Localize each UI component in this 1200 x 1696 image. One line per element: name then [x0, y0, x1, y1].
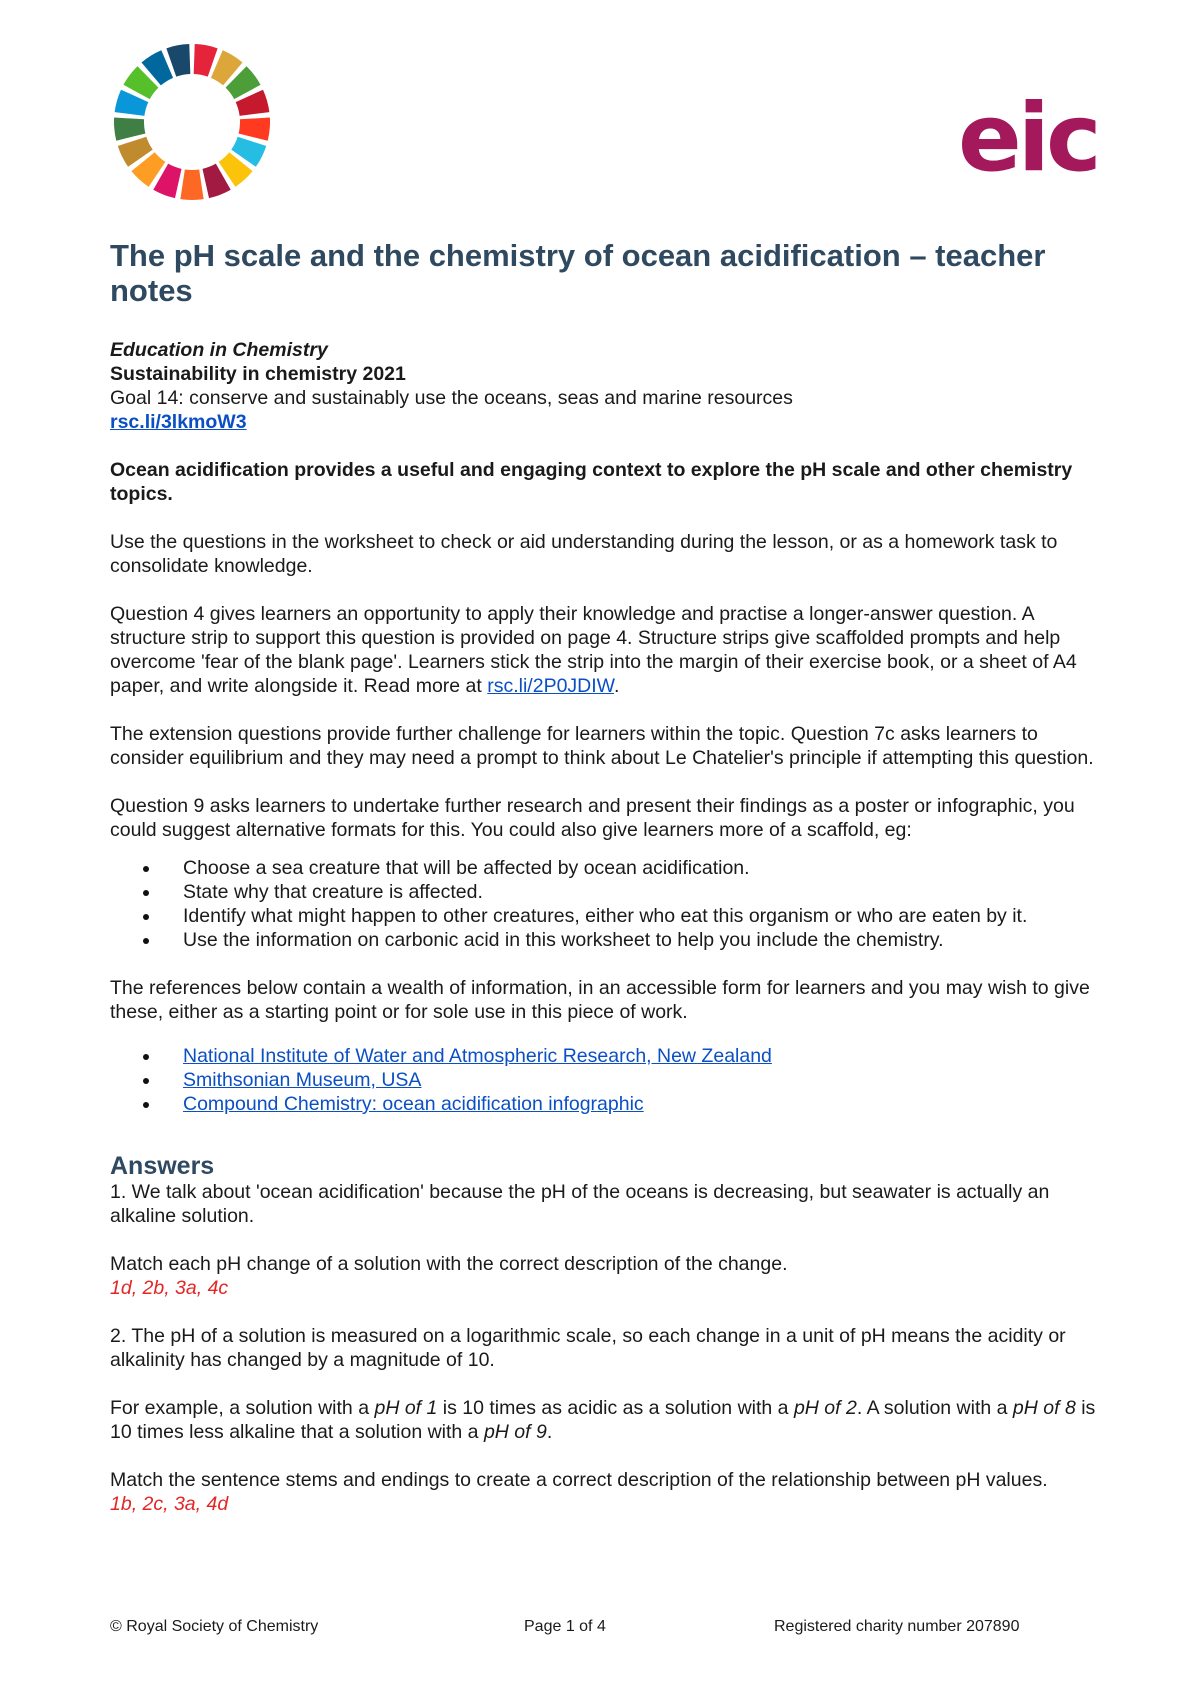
- example-text: is 10 times as acidic as a solution with a: [437, 1397, 794, 1419]
- list-item-text: State why that creature is affected.: [183, 881, 483, 903]
- eic-logo: eic: [958, 84, 1098, 193]
- bullet-icon: [143, 1054, 149, 1060]
- answer-q1-text: 1. We talk about 'ocean acidification' because the pH of the oceans is decreasing, but seawater is actually an alkaline solution.: [110, 1181, 1050, 1227]
- reference-link-niwa[interactable]: National Institute of Water and Atmospheric Research, New Zealand: [183, 1045, 772, 1067]
- list-item-text: Use the information on carbonic acid in this worksheet to help you include the chemistry.: [183, 929, 944, 951]
- sdg-wheel-logo: [110, 40, 274, 204]
- list-item: [110, 1068, 1100, 1092]
- reference-link-compound-chemistry[interactable]: Compound Chemistry: ocean acidification infographic: [183, 1093, 644, 1115]
- intro-paragraph-5: The references below contain a wealth of information, in an accessible form for learners and you may wish to give these, either as a starting point or for sole use in this piece of work.: [110, 977, 1090, 1023]
- bullet-icon: [143, 914, 149, 920]
- answer-q1-instruction: Match each pH change of a solution with the correct description of the change.: [110, 1253, 788, 1275]
- list-item: [110, 880, 1100, 904]
- footer-charity: Registered charity number 207890: [774, 1618, 1020, 1635]
- intro-paragraph-2: [110, 602, 1100, 698]
- intro-paragraph-4: Question 9 asks learners to undertake further research and present their findings as a poster or infographic, you could suggest alternative formats for this. You could also give learners more of a scaffold, eg:: [110, 795, 1075, 841]
- answer-q2-text: 2. The pH of a solution is measured on a logarithmic scale, so each change in a unit of pH means the acidity or alkalinity has changed by a magnitude of 10.: [110, 1325, 1066, 1371]
- structure-strip-link[interactable]: rsc.li/2P0JDIW: [487, 675, 615, 697]
- meta-goal: Goal 14: conserve and sustainably use the oceans, seas and marine resources: [110, 387, 793, 409]
- list-item-text: Identify what might happen to other creatures, either who eat this organism or who are eaten by it.: [183, 905, 1028, 927]
- answer-q2-example: [110, 1396, 1100, 1444]
- footer-page-number: Page 1 of 4: [524, 1618, 606, 1635]
- p2-end: .: [614, 675, 620, 697]
- answer-q1-solution: 1d, 2b, 3a, 4c: [110, 1277, 229, 1299]
- list-item: [110, 1092, 1100, 1116]
- reference-link-smithsonian[interactable]: Smithsonian Museum, USA: [183, 1069, 422, 1091]
- bullet-icon: [143, 938, 149, 944]
- page-title: The pH scale and the chemistry of ocean acidification – teacher notes: [110, 238, 1046, 308]
- scaffold-list: [110, 856, 1100, 952]
- example-text: . A solution with a: [856, 1397, 1013, 1419]
- example-text: .: [546, 1421, 553, 1443]
- answers-heading: Answers: [110, 1152, 215, 1180]
- reference-list: [110, 1044, 1100, 1116]
- main-content: [110, 238, 1100, 1540]
- p2-text: Question 4 gives learners an opportunity to apply their knowledge and practise a longer-answer question. A structure strip to support this question is provided on page 4. Structure strips give scaffolded prompts and help overcome 'fear of the blank page'. Learners stick the strip into the margin of their exercise book, or a sheet of A4 paper, and write alongside it. Read more at: [110, 603, 1077, 697]
- sdg-wheel-segment: [239, 118, 270, 141]
- list-item-text: Choose a sea creature that will be affected by ocean acidification.: [183, 857, 750, 879]
- intro-paragraph-1: Use the questions in the worksheet to check or aid understanding during the lesson, or as a homework task to consolidate knowledge.: [110, 531, 1058, 577]
- meta-link[interactable]: rsc.li/3lkmoW3: [110, 411, 247, 433]
- meta-block: [110, 338, 1100, 434]
- list-item: [110, 1044, 1100, 1068]
- example-ph: pH of 9: [483, 1421, 547, 1443]
- meta-series: Sustainability in chemistry 2021: [110, 363, 406, 385]
- meta-org: Education in Chemistry: [110, 339, 328, 361]
- intro-lead: Ocean acidification provides a useful and engaging context to explore the pH scale and other chemistry topics.: [110, 459, 1073, 505]
- intro-paragraph-3: The extension questions provide further challenge for learners within the topic. Question 7c asks learners to consider equilibrium and they may need a prompt to think about Le Chatelier's principle if attempting this question.: [110, 723, 1094, 769]
- example-ph: pH of 8: [1012, 1397, 1076, 1419]
- list-item: [110, 904, 1100, 928]
- sdg-wheel-segment: [180, 169, 203, 200]
- list-item: [110, 856, 1100, 880]
- example-ph: pH of 1: [374, 1397, 438, 1419]
- answer-q2-instruction: Match the sentence stems and endings to create a correct description of the relationship between pH values.: [110, 1469, 1048, 1491]
- example-ph: pH of 2: [793, 1397, 857, 1419]
- answer-q2-solution: 1b, 2c, 3a, 4d: [110, 1493, 229, 1515]
- bullet-icon: [143, 1102, 149, 1108]
- list-item: [110, 928, 1100, 952]
- example-text: For example, a solution with a: [110, 1397, 375, 1419]
- bullet-icon: [143, 890, 149, 896]
- example-text: is 10 times less alkaline that a solution with a: [110, 1397, 1096, 1443]
- footer-copyright: © Royal Society of Chemistry: [110, 1618, 319, 1635]
- sdg-wheel-segment: [114, 118, 145, 141]
- bullet-icon: [143, 866, 149, 872]
- bullet-icon: [143, 1078, 149, 1084]
